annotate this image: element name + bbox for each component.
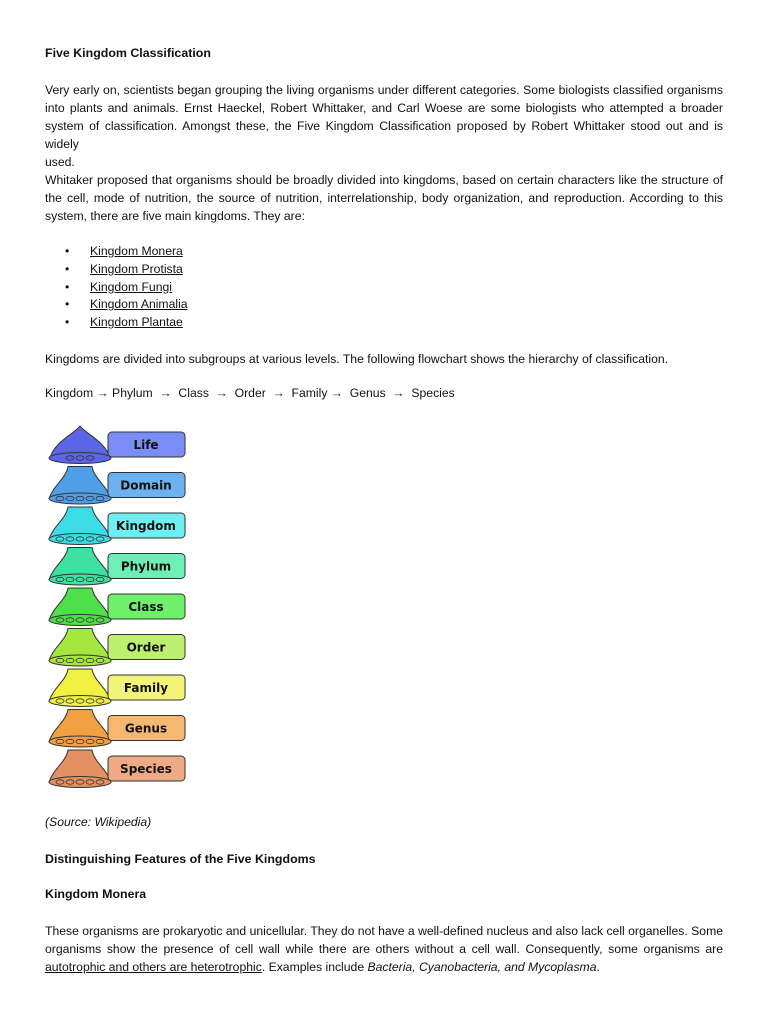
hierarchy-level-class	[49, 588, 185, 626]
intro-paragraph	[45, 81, 723, 171]
bell-base	[49, 615, 111, 626]
taxonomy-hierarchy-diagram	[46, 424, 191, 799]
monera-examples: Bacteria, Cyanobacteria, and Mycoplasma	[367, 960, 597, 974]
hierarchy-level-domain	[49, 467, 185, 505]
hierarchy-level-genus	[49, 710, 185, 748]
image-source: (Source: Wikipedia)	[45, 815, 152, 829]
kingdom-monera-link[interactable]: Kingdom Monera	[90, 244, 183, 258]
monera-paragraph	[45, 922, 723, 976]
monera-line: These organisms are prokaryotic and unicellular. They do not have a well-defined nucleus and also lack cell organelles. Some	[45, 924, 723, 938]
bell-base	[49, 777, 111, 788]
list-item	[45, 296, 188, 314]
intro-line: used.	[45, 155, 75, 169]
classification-flow: Kingdom → Phylum → Class → Order → Family → Genus → Species	[45, 386, 455, 400]
bell-base	[49, 493, 111, 504]
list-item	[45, 243, 188, 261]
whittaker-line: the cell, mode of nutrition, the source of nutrition, interrelationship, body organization, and reproduction. According to this	[45, 191, 723, 205]
hierarchy-level-species	[49, 750, 185, 788]
list-item	[45, 279, 188, 297]
list-item	[45, 314, 188, 332]
level-label: Phylum	[120, 559, 172, 574]
intro-line: system of classification. Amongst these, the Five Kingdom Classification proposed by Robert Whittaker stood out and is widely	[45, 119, 723, 151]
page-title: Five Kingdom Classification	[45, 46, 211, 60]
level-label: Class	[128, 600, 164, 614]
monera-text: .	[596, 960, 600, 974]
level-label: Order	[126, 640, 166, 655]
bell-base	[49, 655, 111, 666]
bell-base	[49, 574, 111, 585]
hierarchy-level-life	[49, 426, 185, 464]
level-label: Domain	[120, 478, 172, 493]
nutrition-underlined: autotrophic and others are heterotrophic	[45, 960, 262, 974]
kingdom-animalia-link[interactable]: Kingdom Animalia	[90, 297, 188, 312]
bell-base	[49, 453, 111, 464]
level-label: Species	[120, 762, 172, 776]
whittaker-line: system, there are five main kingdoms. They are:	[45, 209, 305, 223]
monera-text: . Examples include	[261, 960, 368, 974]
level-label: Genus	[124, 721, 168, 736]
list-item	[45, 261, 188, 279]
subgroups-sentence: Kingdoms are divided into subgroups at various levels. The following flowchart shows the hierarchy of classification.	[45, 352, 669, 366]
hierarchy-level-order	[49, 629, 185, 667]
monera-line	[45, 958, 723, 976]
monera-line: organisms show the presence of cell wall while there are others without a cell wall. Consequently, some organisms are	[45, 942, 723, 956]
kingdom-fungi-link[interactable]: Kingdom Fungi	[90, 279, 172, 294]
whittaker-paragraph	[45, 171, 723, 225]
bell-base	[49, 696, 111, 707]
level-label: Family	[123, 681, 169, 695]
hierarchy-level-phylum	[49, 548, 185, 586]
level-label: Life	[133, 438, 159, 452]
intro-line: into plants and animals. Ernst Haeckel, Robert Whittaker, and Carl Woese are some biologists who attempted a broader	[45, 101, 723, 115]
monera-heading: Kingdom Monera	[45, 887, 147, 901]
intro-line: Very early on, scientists began grouping the living organisms under different categories. Some biologists classified organisms	[45, 83, 723, 97]
features-heading: Distinguishing Features of the Five Kingdoms	[45, 852, 316, 866]
level-label: Kingdom	[116, 519, 176, 533]
hierarchy-level-family	[49, 669, 185, 707]
bell-base	[49, 534, 111, 545]
kingdom-list	[45, 243, 188, 332]
kingdom-protista-link[interactable]: Kingdom Protista	[90, 261, 183, 276]
hierarchy-level-kingdom	[49, 507, 185, 545]
kingdom-plantae-link[interactable]: Kingdom Plantae	[90, 315, 183, 330]
whittaker-line: Whitaker proposed that organisms should be broadly divided into kingdoms, based on certain characters like the structure of	[45, 173, 723, 187]
bell-base	[49, 736, 111, 747]
